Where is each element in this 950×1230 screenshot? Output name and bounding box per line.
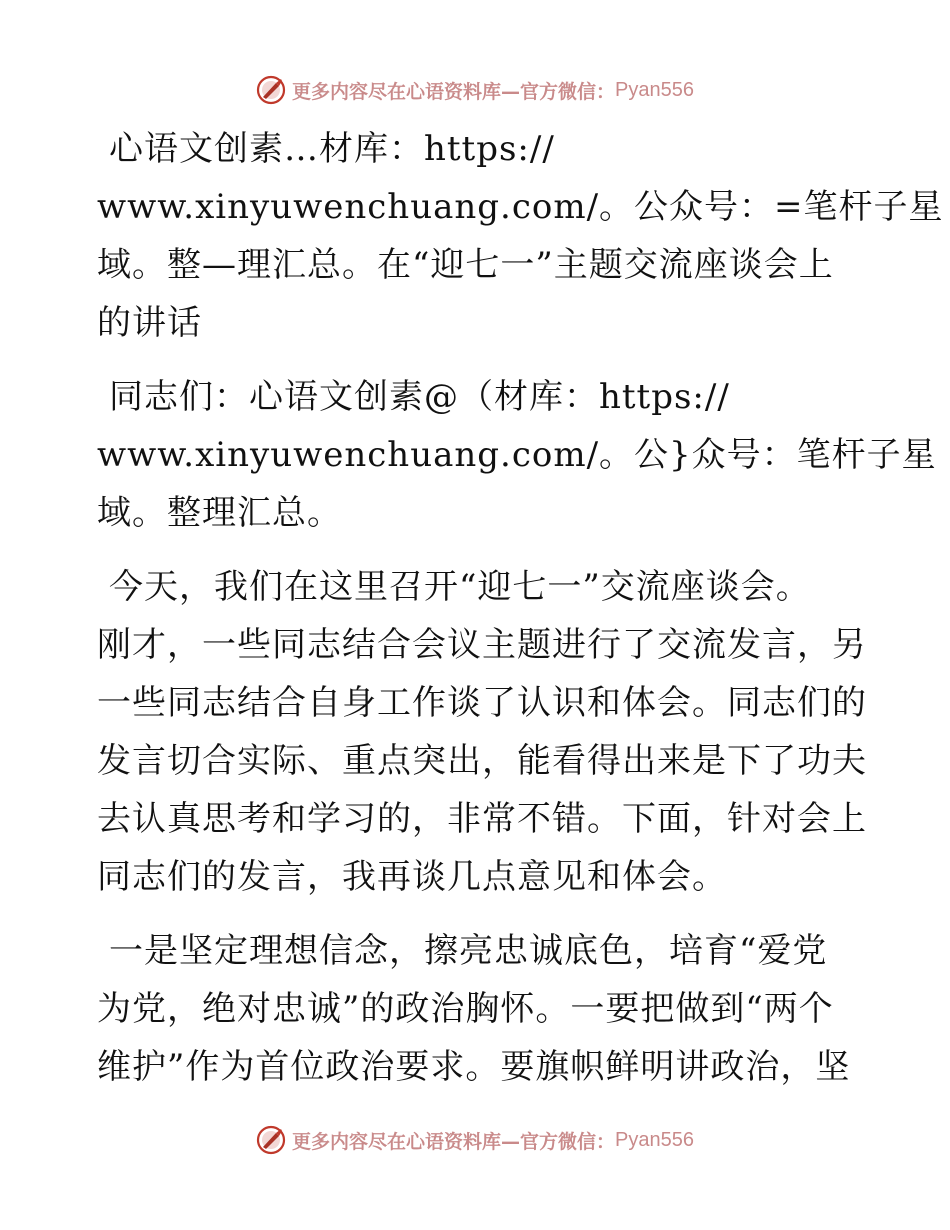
text-line: 一是坚定理想信念，擦亮忠诚底色，培育“爱党 bbox=[109, 931, 828, 971]
watermark-text: 更多内容尽在心语资料库—官方微信： bbox=[292, 80, 616, 103]
text-line: 的讲话 bbox=[97, 303, 202, 343]
text-line: 为党，绝对忠诚”的政治胸怀。一要把做到“两个 bbox=[97, 989, 834, 1029]
text-line: 去认真思考和学习的，非常不错。下面，针对会上 bbox=[97, 799, 867, 839]
quill-pen-logo-icon bbox=[256, 1125, 286, 1155]
text-line: www.xinyuwenchuang.com/。公}众号：笔杆子星 bbox=[97, 435, 937, 475]
document-body bbox=[97, 120, 944, 1112]
text-line: 发言切合实际、重点突出，能看得出来是下了功夫 bbox=[97, 741, 867, 781]
footer-watermark-banner bbox=[0, 1120, 950, 1160]
header-watermark-banner bbox=[0, 70, 950, 110]
paragraph-point-one bbox=[97, 922, 857, 1096]
text-line: 一些同志结合自身工作谈了认识和体会。同志们的 bbox=[97, 683, 867, 723]
paragraph-title bbox=[97, 120, 944, 352]
text-line: 今天，我们在这里召开“迎七一”交流座谈会。 bbox=[109, 567, 811, 607]
text-line: 维护”作为首位政治要求。要旗帜鲜明讲政治，坚 bbox=[97, 1047, 851, 1087]
text-line: 域。整—理汇总。在“迎七一”主题交流座谈会上 bbox=[97, 245, 834, 285]
quill-pen-logo-icon bbox=[256, 75, 286, 105]
text-line: 刚才，一些同志结合会议主题进行了交流发言，另 bbox=[97, 625, 867, 665]
paragraph-intro bbox=[97, 558, 867, 906]
text-line: www.xinyuwenchuang.com/。公众号：=笔杆子星 bbox=[97, 187, 944, 227]
watermark-wechat-handle: Pyan556 bbox=[615, 78, 694, 101]
text-line: 同志们：心语文创素@（材库：https:// bbox=[109, 377, 730, 417]
text-line: 域。整理汇总。 bbox=[97, 493, 342, 533]
watermark-wechat-handle: Pyan556 bbox=[615, 1128, 694, 1151]
text-line: 心语文创素…材库：https:// bbox=[109, 129, 555, 169]
text-line: 同志们的发言，我再谈几点意见和体会。 bbox=[97, 857, 727, 897]
watermark-text: 更多内容尽在心语资料库—官方微信： bbox=[292, 1130, 616, 1153]
paragraph-salutation bbox=[97, 368, 937, 542]
